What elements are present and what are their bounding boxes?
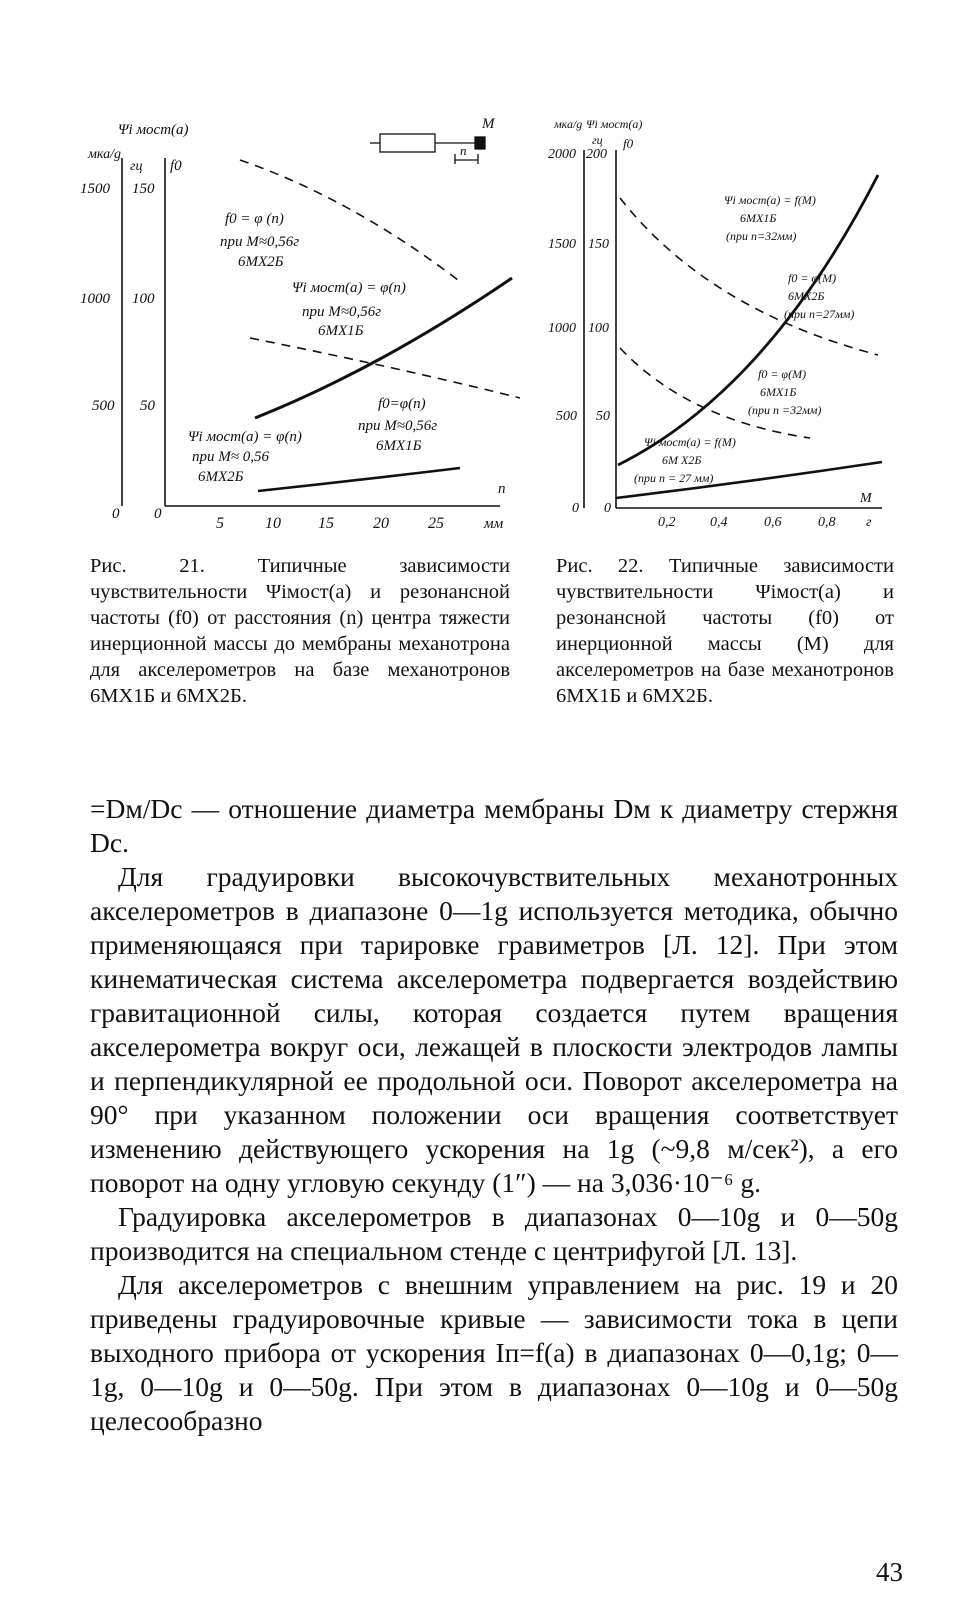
label-psi-6mx1b-c: 6МХ1Б [318,323,364,339]
mid-ticks [586,147,611,516]
units-left: мка/g [554,117,583,131]
figure-22 [548,90,898,548]
left-tick: 2000 [548,147,576,162]
x-tick: 5 [216,515,224,532]
x-var: n [498,481,506,497]
mid-tick: 0 [154,506,162,522]
units-mid: гц [592,133,603,147]
mid-tick: 50 [596,409,610,424]
axis-top-label: Ψi мост(a) [586,117,643,131]
left-ticks [80,181,120,522]
paragraph: Градуировка акселерометров в диапазонах 0—10g и 0—50g производится на специальном стенде с центрифугой [Л. 13]. [90,1201,898,1266]
label-f0-6mx2b-c: 6МХ2Б [238,254,284,270]
label-f0-6mx1b-c: 6МХ1Б [376,438,422,454]
label-psi-6mx2b-c: 6МХ2Б [198,469,244,485]
page-number: 43 [876,1557,903,1587]
label-f0-6mx1b-b: 6МХ1Б [760,385,797,399]
label-psi-6mx2b-a: Ψi мост(a) = f(M) [644,435,736,449]
mid-tick: 50 [140,398,155,414]
units-mid: гц [130,159,143,174]
left-tick: 500 [556,409,577,424]
left-tick: 1000 [80,291,110,307]
mid-tick: 150 [588,237,609,252]
left-ticks [548,147,579,516]
mechanotron-sketch [370,134,485,164]
left-tick: 500 [92,398,115,414]
x-unit: г [866,515,872,530]
mid-tick: 100 [588,321,609,336]
dist-label: n [460,143,467,158]
curve-psi-6mx2b [258,468,460,491]
label-psi-6mx2b-b: 6М Х2Б [662,453,702,467]
figure-21 [80,108,535,548]
label-f0-6mx1b-c: (при n =32мм) [748,403,822,417]
left-tick: 1500 [80,181,110,197]
mid-ticks [132,181,162,522]
left-tick: 1500 [548,237,576,252]
x-tick: 0,4 [710,515,728,530]
label-psi-6mx1b-b: при M≈0,56г [302,304,382,320]
left-tick: 1000 [548,321,576,336]
axis-top-label: Ψi мост(a) [118,122,189,138]
paragraph: =Dм/Dс — отношение диаметра мембраны Dм к диаметру стержня Dс. [90,793,898,858]
units-f0: f0 [170,158,182,174]
label-f0-6mx1b-a: f0=φ(n) [378,396,426,412]
paragraph: Для градуировки высокочувствительных механотронных акселерометров в диапазоне 0—1g используется методика, обычно применяющаяся при тарировке гравиметров [Л. 12]. При этом кинематическая система акселерометра подвергается воздействию гравитационной силы, которая создается путем вращения акселерометра вокруг оси, лежащей в плоскости электродов лампы и перпендикулярной ее продольной оси. Поворот акселерометра на 90° при указанном положении оси вращения соответствует изменению действующего ускорения на 1g (~9,8 м/сек²), а его поворот на одну угловую секунду (1″) — на 3,036·10⁻⁶ g. [90,861,898,1198]
label-psi-6mx1b-a: Ψi мост(a) = φ(n) [292,280,406,296]
x-tick: 0,6 [764,515,782,530]
body-text [90,792,898,1438]
label-psi-6mx2b-a: Ψi мост(a) = φ(n) [188,429,302,445]
x-tick: 20 [373,515,389,532]
x-unit: мм [484,516,504,532]
left-tick: 0 [572,501,579,516]
x-ticks [658,515,836,530]
label-f0-6mx2b-b: 6МХ2Б [788,289,825,303]
label-f0-6mx1b-b: при M≈0,56г [358,418,438,434]
x-tick: 15 [318,515,334,532]
paragraph: Для акселерометров с внешним управлением на рис. 19 и 20 приведены градуировочные кривые — зависимости тока в цепи выходного прибора от ускорения Iп=f(a) в диапазонах 0—0,1g; 0—1g, 0—10g и 0—50g. При этом в диапазонах 0—10g и 0—50g целесообразно [90,1269,898,1436]
units-left: мка/g [88,147,122,162]
label-psi-6mx1b-a: Ψi мост(a) = f(M) [724,193,816,207]
mid-tick: 0 [604,501,611,516]
label-f0-6mx2b-c: (при n=27мм) [784,307,855,321]
x-var: M [860,491,872,506]
x-ticks [216,515,444,532]
curve-labels [634,193,854,485]
x-tick: 0,8 [818,515,836,530]
label-psi-6mx1b-b: 6МХ1Б [740,211,777,225]
label-f0-6mx1b-a: f0 = φ(M) [758,367,807,381]
mid-tick: 150 [132,181,155,197]
figure-21-caption: Рис. 21. Типичные зависимости чувствительности Ψiмост(a) и резонансной частоты (f0) от расстояния (n) центра тяжести инерционной массы до мембраны механотрона для акселерометров на базе механотронов 6МХ1Б и 6МХ2Б. [90,555,510,707]
label-f0-6mx2b-b: при M≈0,56г [220,234,300,250]
label-f0-6mx2b-a: f0 = φ (n) [225,211,284,227]
units-f0: f0 [623,136,634,151]
label-psi-6mx2b-b: при M≈ 0,56 [192,449,269,465]
mid-tick: 100 [132,291,155,307]
x-tick: 0,2 [658,515,676,530]
label-psi-6mx1b-c: (при n=32мм) [726,229,797,243]
curve-f0-6mx1b [250,338,520,398]
x-tick: 25 [428,515,444,532]
mid-tick: 200 [586,147,607,162]
x-tick: 10 [265,515,281,532]
figure-22-caption: Рис. 22. Типичные зависимости чувствительности Ψiмост(a) и резонансной частоты (f0) от инерционной массы (M) для акселерометров на базе механотронов 6МХ1Б и 6МХ2Б. [556,555,894,707]
left-tick: 0 [112,506,120,522]
mass-label: M [482,116,495,132]
label-f0-6mx2b-a: f0 = φ(M) [788,271,837,285]
label-psi-6mx2b-c: (при n = 27 мм) [634,471,714,485]
